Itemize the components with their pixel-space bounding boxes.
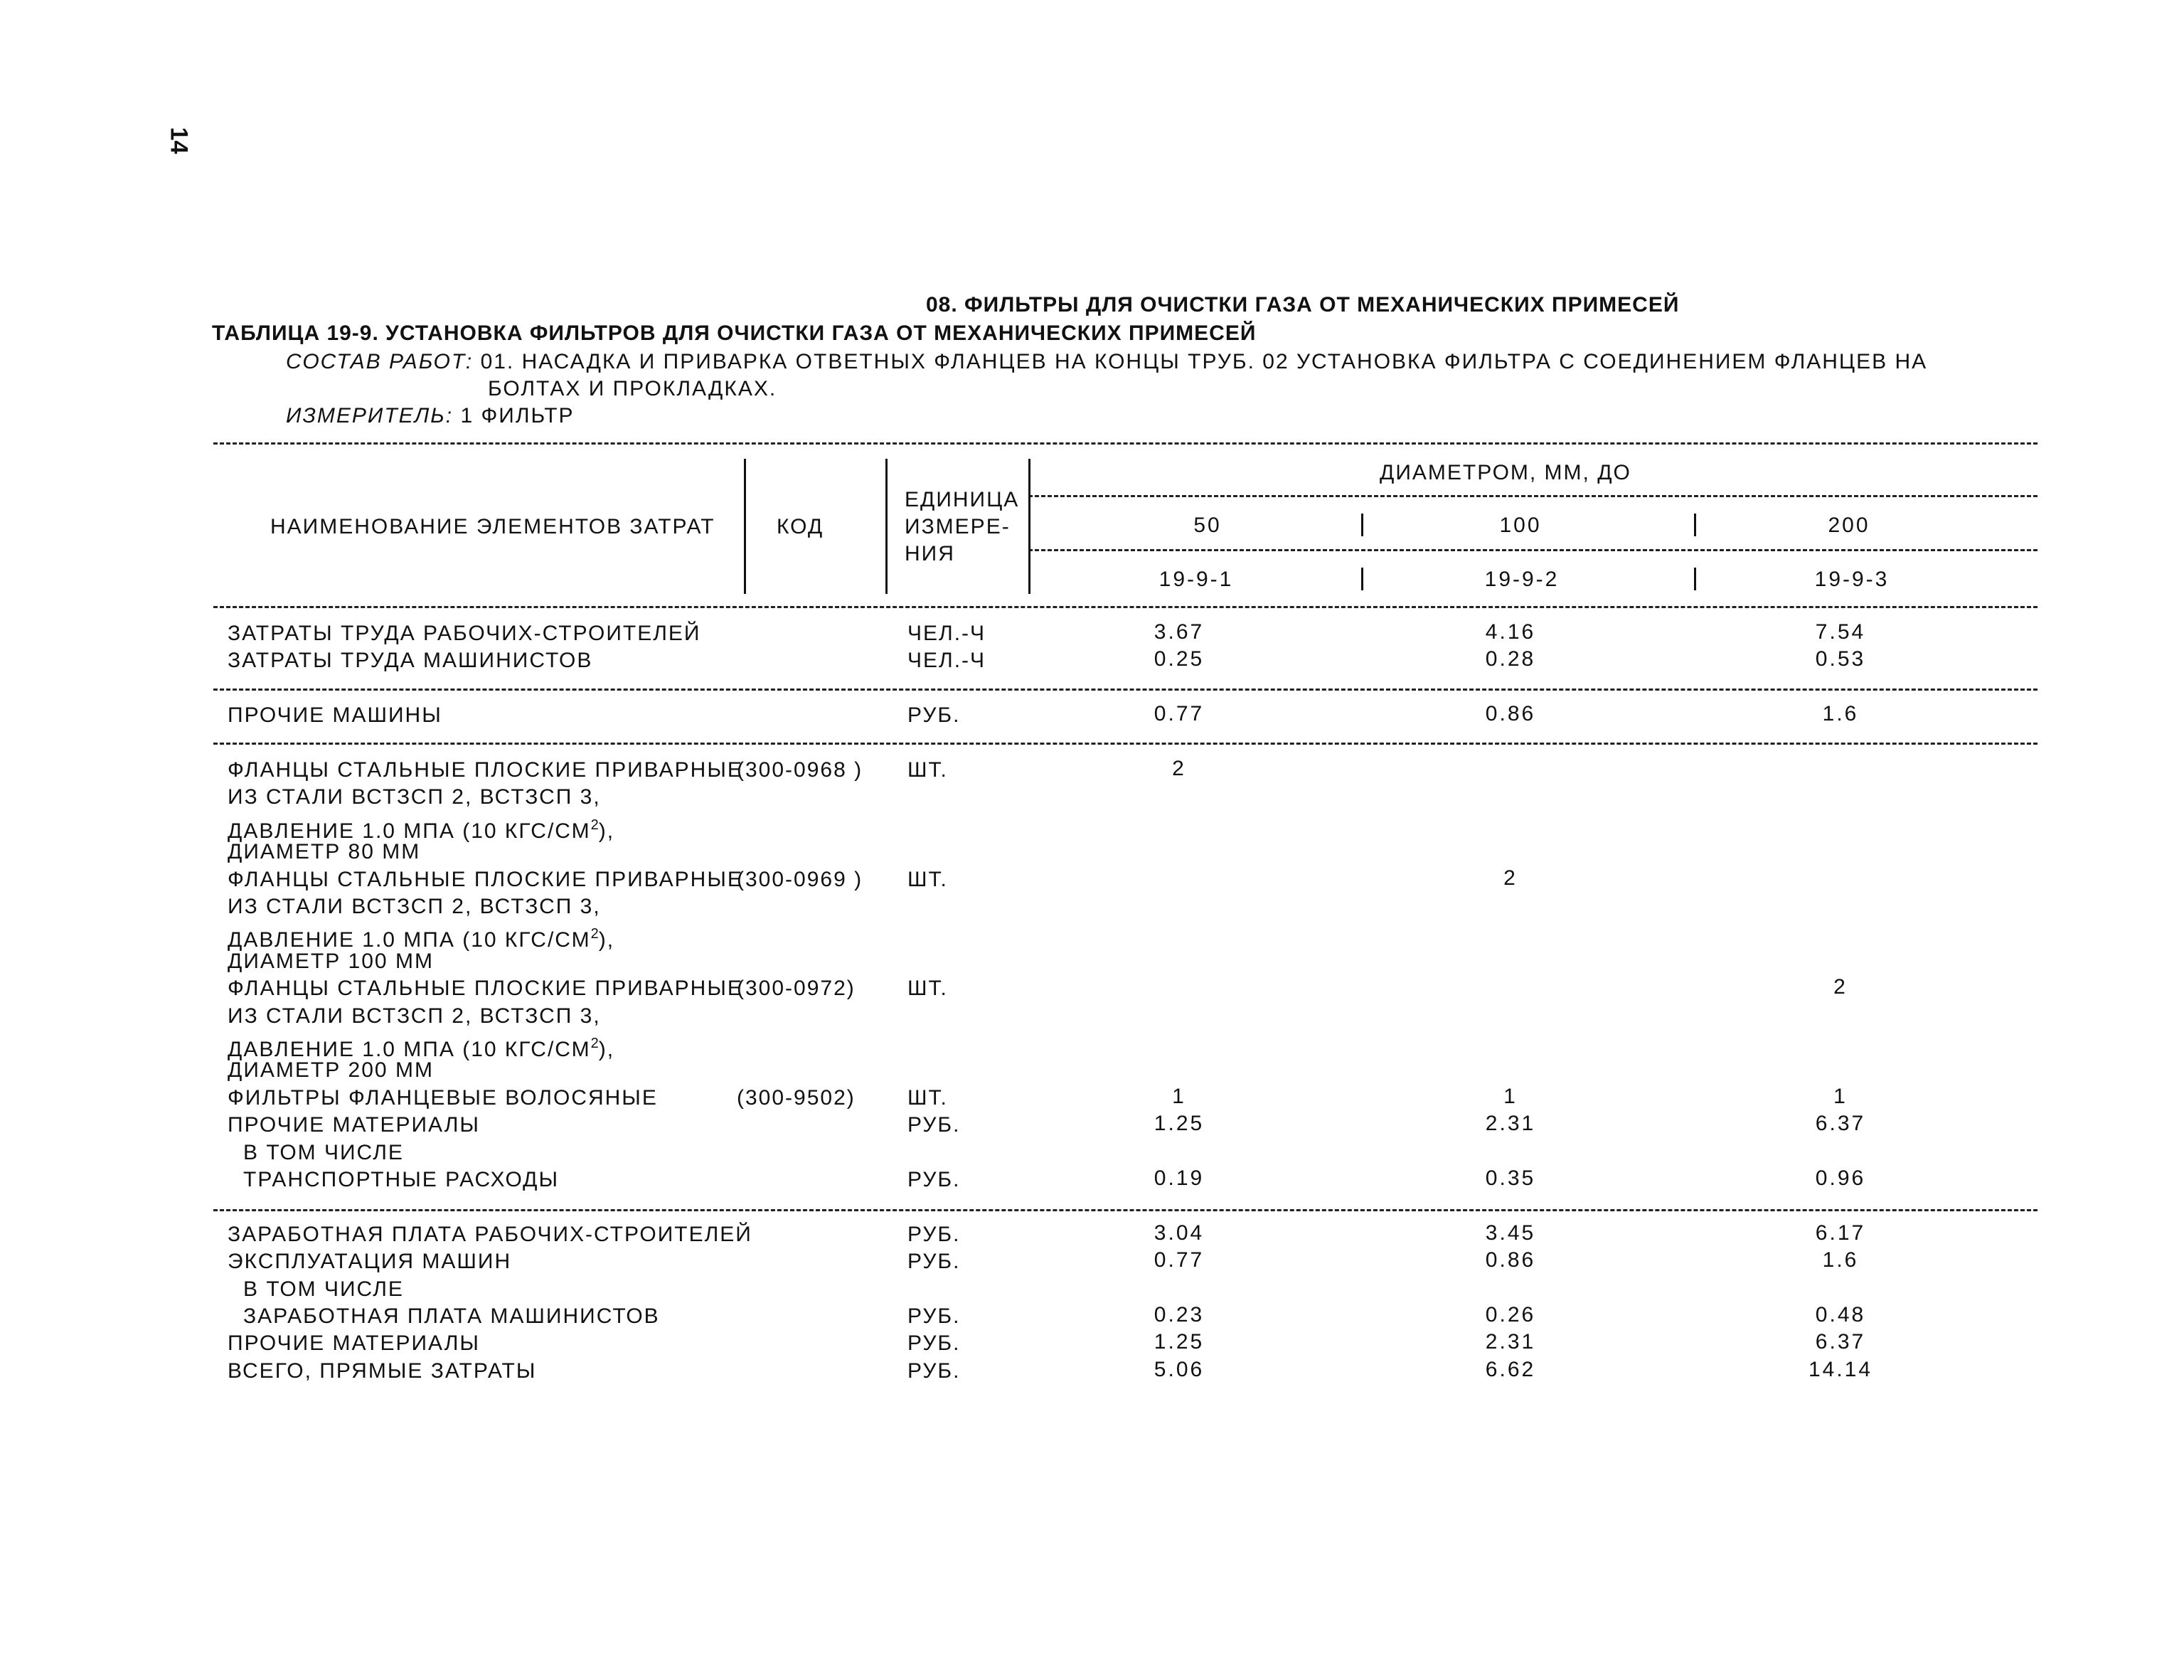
meter-value: 1 ФИЛЬТР (460, 404, 575, 427)
row-value-v3: 2 (1833, 975, 1848, 999)
vbar-c2 (1361, 568, 1363, 590)
row-name-line: ФЛАНЦЫ СТАЛЬНЫЕ ПЛОСКИЕ ПРИВАРНЫЕ (228, 977, 743, 1001)
header-c2: 19-9-2 (1484, 568, 1560, 591)
row-unit: РУБ. (907, 1250, 961, 1274)
row-code: (300-0968 ) (737, 758, 863, 782)
row-value-v3: 1.6 (1822, 702, 1859, 726)
row-value-v2: 2 (1503, 866, 1518, 890)
header-diameter: ДИАМЕТРОМ, ММ, ДО (1380, 461, 1631, 484)
row-name-line: ЗАРАБОТНАЯ ПЛАТА РАБОЧИХ-СТРОИТЕЛЕЙ (228, 1222, 752, 1246)
row-name-line: ЭКСПЛУАТАЦИЯ МАШИН (228, 1250, 512, 1274)
vbar-code (744, 459, 746, 594)
row-value-v1: 2 (1172, 757, 1186, 780)
vbar-d2 (1361, 514, 1363, 536)
row-code: (300-9502) (737, 1085, 856, 1110)
pressure-suffix: ), (598, 928, 615, 952)
row-value-v1: 0.77 (1154, 1248, 1205, 1272)
row-unit: ШТ. (907, 1085, 948, 1110)
work-composition (286, 349, 1927, 376)
row-value-v1: 1 (1172, 1084, 1186, 1108)
vbar-c3 (1694, 568, 1696, 590)
row-value-v2: 0.86 (1485, 702, 1536, 726)
row-value-v3: 6.17 (1815, 1221, 1866, 1245)
header-unit-3: НИЯ (905, 542, 955, 565)
row-name-line: ИЗ СТАЛИ ВСТЗСП 2, ВСТЗСП 3, (228, 785, 601, 809)
row-value-v2: 0.28 (1485, 647, 1536, 671)
row-value-v3: 1 (1833, 1084, 1848, 1108)
header-code: КОД (777, 515, 824, 538)
row-unit: ШТ. (907, 758, 948, 782)
work-line-1: 01. НАСАДКА И ПРИВАРКА ОТВЕТНЫХ ФЛАНЦЕВ НА КОНЦЫ ТРУБ. 02 УСТАНОВКА ФИЛЬТРА С СОЕДИНЕНИЕМ ФЛАНЦЕВ НА (480, 350, 1928, 373)
row-unit: РУБ. (907, 703, 961, 728)
row-unit: РУБ. (907, 1331, 961, 1356)
header-d1: 50 (1193, 514, 1222, 537)
vbar-unit (885, 459, 888, 594)
rule-section-2 (213, 743, 2037, 745)
row-name-line: ЗАРАБОТНАЯ ПЛАТА МАШИНИСТОВ (243, 1304, 660, 1328)
rule-section-1 (213, 689, 2037, 691)
row-name-line: ИЗ СТАЛИ ВСТЗСП 2, ВСТЗСП 3, (228, 895, 601, 918)
page-number: 14 (165, 127, 193, 154)
row-value-v1: 0.19 (1154, 1166, 1205, 1190)
rule-header-1 (1028, 495, 2037, 497)
row-value-v1: 3.67 (1154, 620, 1205, 644)
row-name-line: ФЛАНЦЫ СТАЛЬНЫЕ ПЛОСКИЕ ПРИВАРНЫЕ (228, 758, 743, 782)
row-value-v2: 6.62 (1485, 1357, 1536, 1381)
row-value-v3: 0.48 (1815, 1303, 1866, 1327)
rule-header-bottom (213, 606, 2037, 608)
row-name-line: ПРОЧИЕ МАШИНЫ (228, 703, 442, 728)
row-unit: РУБ. (907, 1222, 961, 1246)
row-name-line: ФЛАНЦЫ СТАЛЬНЫЕ ПЛОСКИЕ ПРИВАРНЫЕ (228, 867, 743, 891)
row-unit: РУБ. (907, 1304, 961, 1328)
superscript: 2 (590, 817, 599, 833)
row-name-line: ДАВЛЕНИЕ 1.0 МПА (10 КГС/$СМ^2$), (228, 1036, 615, 1061)
row-value-v1: 0.23 (1154, 1303, 1205, 1327)
row-name-line: ДИАМЕТР 200 ММ (228, 1058, 434, 1083)
row-value-v3: 6.37 (1815, 1112, 1866, 1136)
meter-label: ИЗМЕРИТЕЛЬ: (286, 404, 454, 427)
row-value-v3: 14.14 (1808, 1357, 1873, 1381)
row-name-line: В ТОМ ЧИСЛЕ (243, 1140, 404, 1164)
row-name-line: ПРОЧИЕ МАТЕРИАЛЫ (228, 1331, 480, 1356)
row-unit: ШТ. (907, 977, 948, 1001)
row-name-line: ДАВЛЕНИЕ 1.0 МПА (10 КГС/$СМ^2$), (228, 817, 615, 843)
header-c1: 19-9-1 (1158, 568, 1234, 591)
row-value-v2: 4.16 (1485, 620, 1536, 644)
row-name-line: ДИАМЕТР 80 ММ (228, 840, 421, 864)
row-value-v2: 0.35 (1485, 1166, 1536, 1190)
row-value-v3: 7.54 (1815, 620, 1866, 644)
row-name-line: ПРОЧИЕ МАТЕРИАЛЫ (228, 1113, 480, 1137)
rule-header-2 (1028, 549, 2037, 551)
row-name-line: ИЗ СТАЛИ ВСТЗСП 2, ВСТЗСП 3, (228, 1004, 601, 1028)
rule-section-3 (213, 1209, 2037, 1211)
row-value-v3: 1.6 (1822, 1248, 1859, 1272)
row-value-v3: 6.37 (1815, 1330, 1866, 1354)
row-code: (300-0969 ) (737, 867, 863, 891)
row-value-v2: 0.26 (1485, 1303, 1536, 1327)
row-name-line: ЗАТРАТЫ ТРУДА РАБОЧИХ-СТРОИТЕЛЕЙ (228, 622, 701, 645)
rule-top (213, 442, 2037, 445)
header-d3: 200 (1828, 514, 1870, 537)
table-title: ТАБЛИЦА 19-9. УСТАНОВКА ФИЛЬТРОВ ДЛЯ ОЧИСТКИ ГАЗА ОТ МЕХАНИЧЕСКИХ ПРИМЕСЕЙ (212, 321, 1257, 345)
row-name-line: ФИЛЬТРЫ ФЛАНЦЕВЫЕ ВОЛОСЯНЫЕ (228, 1085, 658, 1110)
row-value-v1: 5.06 (1154, 1357, 1205, 1381)
header-c3: 19-9-3 (1814, 568, 1890, 591)
work-label: СОСТАВ РАБОТ: (286, 350, 474, 373)
row-unit: РУБ. (907, 1168, 961, 1191)
row-value-v1: 3.04 (1154, 1221, 1205, 1245)
row-value-v1: 1.25 (1154, 1330, 1205, 1354)
row-unit: ШТ. (907, 867, 948, 891)
row-value-v2: 0.86 (1485, 1248, 1536, 1272)
meter (286, 403, 575, 430)
row-code: (300-0972) (737, 977, 856, 1001)
row-value-v2: 2.31 (1485, 1112, 1536, 1136)
row-unit: РУБ. (907, 1113, 961, 1137)
row-name-line: ТРАНСПОРТНЫЕ РАСХОДЫ (243, 1168, 560, 1191)
vbar-diam (1028, 459, 1030, 594)
work-line-2: БОЛТАХ И ПРОКЛАДКАХ. (488, 377, 777, 400)
pressure-suffix: ), (598, 819, 615, 843)
section-title: 08. ФИЛЬТРЫ ДЛЯ ОЧИСТКИ ГАЗА ОТ МЕХАНИЧЕСКИХ ПРИМЕСЕЙ (926, 293, 1680, 317)
row-unit: РУБ. (907, 1359, 961, 1383)
header-d2: 100 (1499, 514, 1542, 537)
row-value-v3: 0.96 (1815, 1166, 1866, 1190)
header-unit-1: ЕДИНИЦА (905, 488, 1020, 511)
row-value-v1: 1.25 (1154, 1112, 1205, 1136)
pressure-suffix: ), (598, 1038, 615, 1061)
row-value-v1: 0.25 (1154, 647, 1205, 671)
row-name-line: ЗАТРАТЫ ТРУДА МАШИНИСТОВ (228, 649, 593, 673)
row-value-v1: 0.77 (1154, 702, 1205, 726)
row-unit: ЧЕЛ.-Ч (907, 649, 986, 673)
header-name: НАИМЕНОВАНИЕ ЭЛЕМЕНТОВ ЗАТРАТ (270, 515, 715, 538)
row-value-v2: 1 (1503, 1084, 1518, 1108)
row-name-line: В ТОМ ЧИСЛЕ (243, 1277, 404, 1301)
vbar-d3 (1694, 514, 1696, 536)
row-value-v2: 2.31 (1485, 1330, 1536, 1354)
row-value-v2: 3.45 (1485, 1221, 1536, 1245)
row-name-line: ДИАМЕТР 100 ММ (228, 949, 434, 973)
row-value-v3: 0.53 (1815, 647, 1866, 671)
header-unit-2: ИЗМЕРЕ- (905, 515, 1011, 538)
row-unit: ЧЕЛ.-Ч (907, 622, 986, 645)
row-name-line: ВСЕГО, ПРЯМЫЕ ЗАТРАТЫ (228, 1359, 537, 1383)
superscript: 2 (590, 926, 599, 942)
superscript: 2 (590, 1036, 599, 1051)
row-name-line: ДАВЛЕНИЕ 1.0 МПА (10 КГС/$СМ^2$), (228, 926, 615, 952)
